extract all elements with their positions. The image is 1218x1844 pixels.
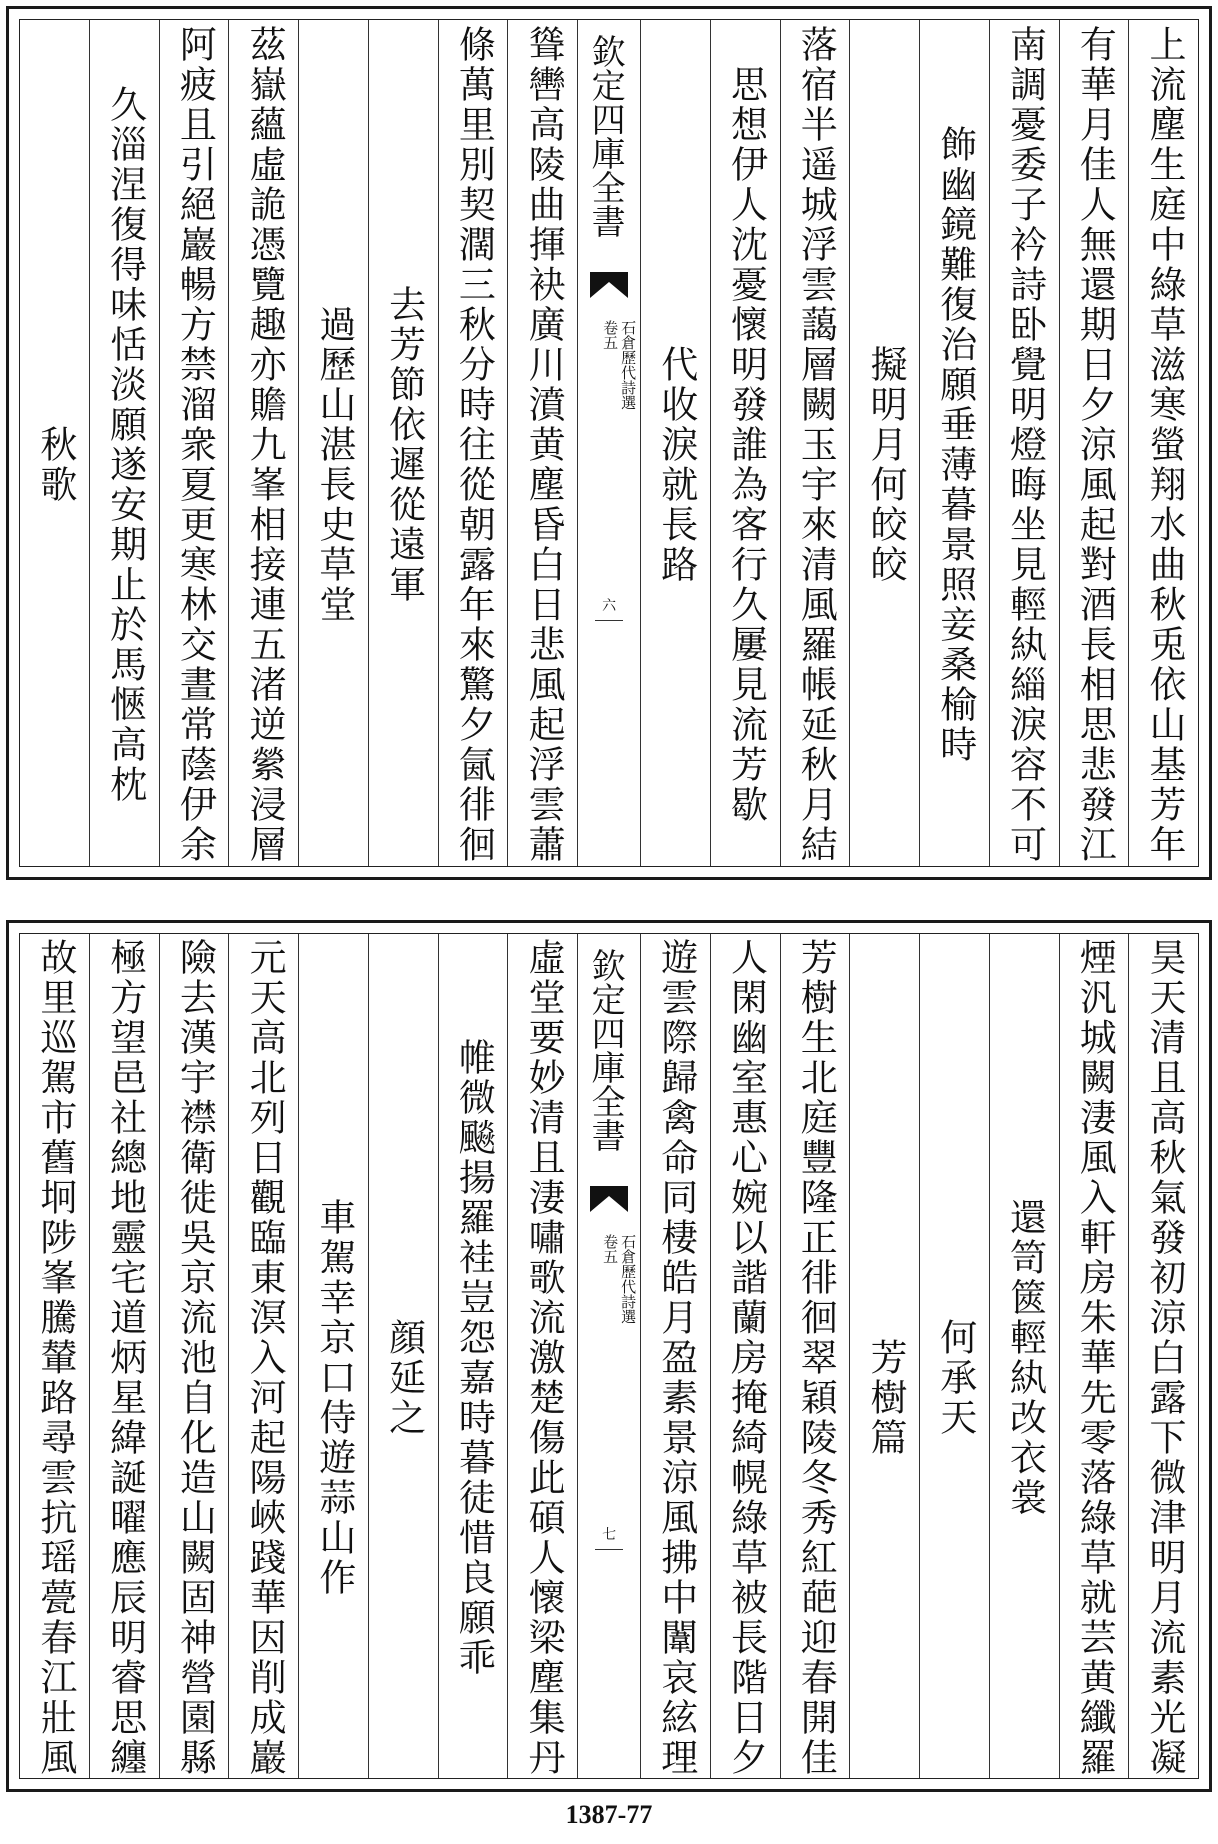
column-text: 思想伊人沈憂懷明發誰為客行久屢見流芳歇 xyxy=(724,65,768,825)
column-text: 擬明月何皎皎 xyxy=(864,305,907,585)
gutter-title: 欽定四庫全書 xyxy=(585,948,626,1152)
column-text: 飾幽鏡難復治願垂薄暮景照妾桑榆時 xyxy=(933,125,977,765)
page-gutter xyxy=(577,20,640,866)
text-column xyxy=(159,934,229,1778)
column-text: 南調憂委子衿詩卧覺明燈晦坐見輕紈緇淚容不可 xyxy=(1003,25,1047,865)
text-column xyxy=(228,934,298,1778)
text-column xyxy=(1059,934,1129,1778)
column-text: 帷微飈揚羅袿豈怨嘉時暮徒惜良願乖 xyxy=(452,1038,496,1678)
column-text: 久淄涅復得味恬淡願遂安期止於馬愜高枕 xyxy=(103,85,147,805)
column-text: 去芳節依遲從遠軍 xyxy=(382,285,426,605)
text-column xyxy=(780,934,850,1778)
text-column xyxy=(368,934,438,1778)
text-column xyxy=(159,20,229,866)
column-text: 昊天清且高秋氣發初涼白露下微津明月流素光凝 xyxy=(1143,938,1186,1778)
column-text: 阿疲且引絕巖暢方禁溜衆夏更寒林交晝常蔭伊余 xyxy=(173,25,217,865)
column-text: 顔延之 xyxy=(382,1278,426,1438)
text-column xyxy=(20,20,89,866)
text-column xyxy=(507,934,577,1778)
text-column xyxy=(849,934,919,1778)
text-column xyxy=(919,20,989,866)
column-text: 故里巡駕市舊坰陟峯騰輦路尋雲抗瑶甍春江壯風 xyxy=(33,938,77,1778)
text-column xyxy=(919,934,989,1778)
column-text: 虛堂要妙清且淒嘯歌流激楚傷此碩人懷梁塵集丹 xyxy=(522,938,566,1778)
gutter-rule xyxy=(595,1549,623,1550)
text-column xyxy=(89,934,159,1778)
fishtail-mark-icon xyxy=(590,1186,628,1212)
column-text: 芳樹生北庭豐隆正徘徊翠穎陵冬秀紅葩迎春開佳 xyxy=(794,938,838,1778)
column-text: 茲嶽蘊虛詭憑覽趣亦贍九峯相接連五渚逆縈浸層 xyxy=(243,25,287,865)
column-text: 代收淚就長路 xyxy=(654,305,698,585)
column-text: 上流塵生庭中綠草滋寒螢翔水曲秋兎依山基芳年 xyxy=(1143,25,1186,865)
text-column xyxy=(1128,20,1198,866)
column-text: 過歷山湛長史草堂 xyxy=(312,265,356,625)
page-gutter xyxy=(577,934,640,1778)
column-text: 人閑幽室惠心婉以諧蘭房掩綺幌綠草被長階日夕 xyxy=(724,938,768,1778)
column-text: 秋歌 xyxy=(33,385,77,505)
column-text: 何承天 xyxy=(933,1278,977,1438)
column-text: 落宿半遥城浮雲藹層闕玉宇來清風羅帳延秋月結 xyxy=(794,25,838,865)
text-column xyxy=(640,934,710,1778)
top-page xyxy=(6,6,1212,880)
column-text: 聳轡高陵曲揮袂廣川濆黄塵昏白日悲風起浮雲蕭 xyxy=(522,25,566,865)
column-text: 元天高北列日觀臨東溟入河起陽峽踐華因削成巖 xyxy=(243,938,287,1778)
text-column xyxy=(989,934,1059,1778)
page-code: 1387-77 xyxy=(565,1800,653,1829)
gutter-rule xyxy=(595,620,623,621)
text-column xyxy=(849,20,919,866)
column-text: 極方望邑社總地靈宅道炳星緯誕曜應辰明睿思纏 xyxy=(103,938,147,1778)
gutter-page-number: 六 xyxy=(602,598,617,614)
text-column xyxy=(89,20,159,866)
column-text: 芳樹篇 xyxy=(864,1258,907,1458)
gutter-volume: 卷五 xyxy=(601,1234,620,1264)
text-column xyxy=(1128,934,1198,1778)
text-column xyxy=(640,20,710,866)
bottom-page xyxy=(6,920,1212,1792)
text-column xyxy=(20,934,89,1778)
column-text: 還笥篋輕紈改衣裳 xyxy=(1003,1198,1047,1518)
top-page-frame xyxy=(19,19,1199,867)
column-text: 車駕幸京口侍遊蒜山作 xyxy=(312,1118,356,1598)
gutter-volume: 卷五 xyxy=(601,320,620,350)
column-text: 條萬里別契濶三秋分時往從朝露年來驚夕氤徘徊 xyxy=(452,25,496,865)
text-column xyxy=(1059,20,1129,866)
column-text: 遊雲際歸禽命同棲皓月盈素景涼風拂中闈哀絃理 xyxy=(654,938,698,1778)
text-column xyxy=(368,20,438,866)
text-column xyxy=(298,934,368,1778)
gutter-page-number: 七 xyxy=(602,1527,617,1543)
fishtail-mark-icon xyxy=(590,272,628,298)
column-text: 煙汎城闕淒風入軒房朱華先零落綠草就芸黄纖羅 xyxy=(1073,938,1117,1778)
gutter-book-title: 石倉歷代詩選 xyxy=(619,1234,638,1324)
text-column xyxy=(507,20,577,866)
text-column xyxy=(710,934,780,1778)
column-text: 險去漢宇襟衛徙吳京流池自化造山闕固神營園縣 xyxy=(173,938,217,1778)
text-column xyxy=(780,20,850,866)
text-column xyxy=(989,20,1059,866)
gutter-title: 欽定四庫全書 xyxy=(585,34,626,238)
gutter-book-title: 石倉歷代詩選 xyxy=(619,320,638,410)
text-column xyxy=(298,20,368,866)
text-column xyxy=(228,20,298,866)
text-column xyxy=(438,934,508,1778)
text-column xyxy=(710,20,780,866)
column-text: 有華月佳人無還期日夕涼風起對酒長相思悲發江 xyxy=(1073,25,1117,865)
text-column xyxy=(438,20,508,866)
bottom-page-frame xyxy=(19,933,1199,1779)
